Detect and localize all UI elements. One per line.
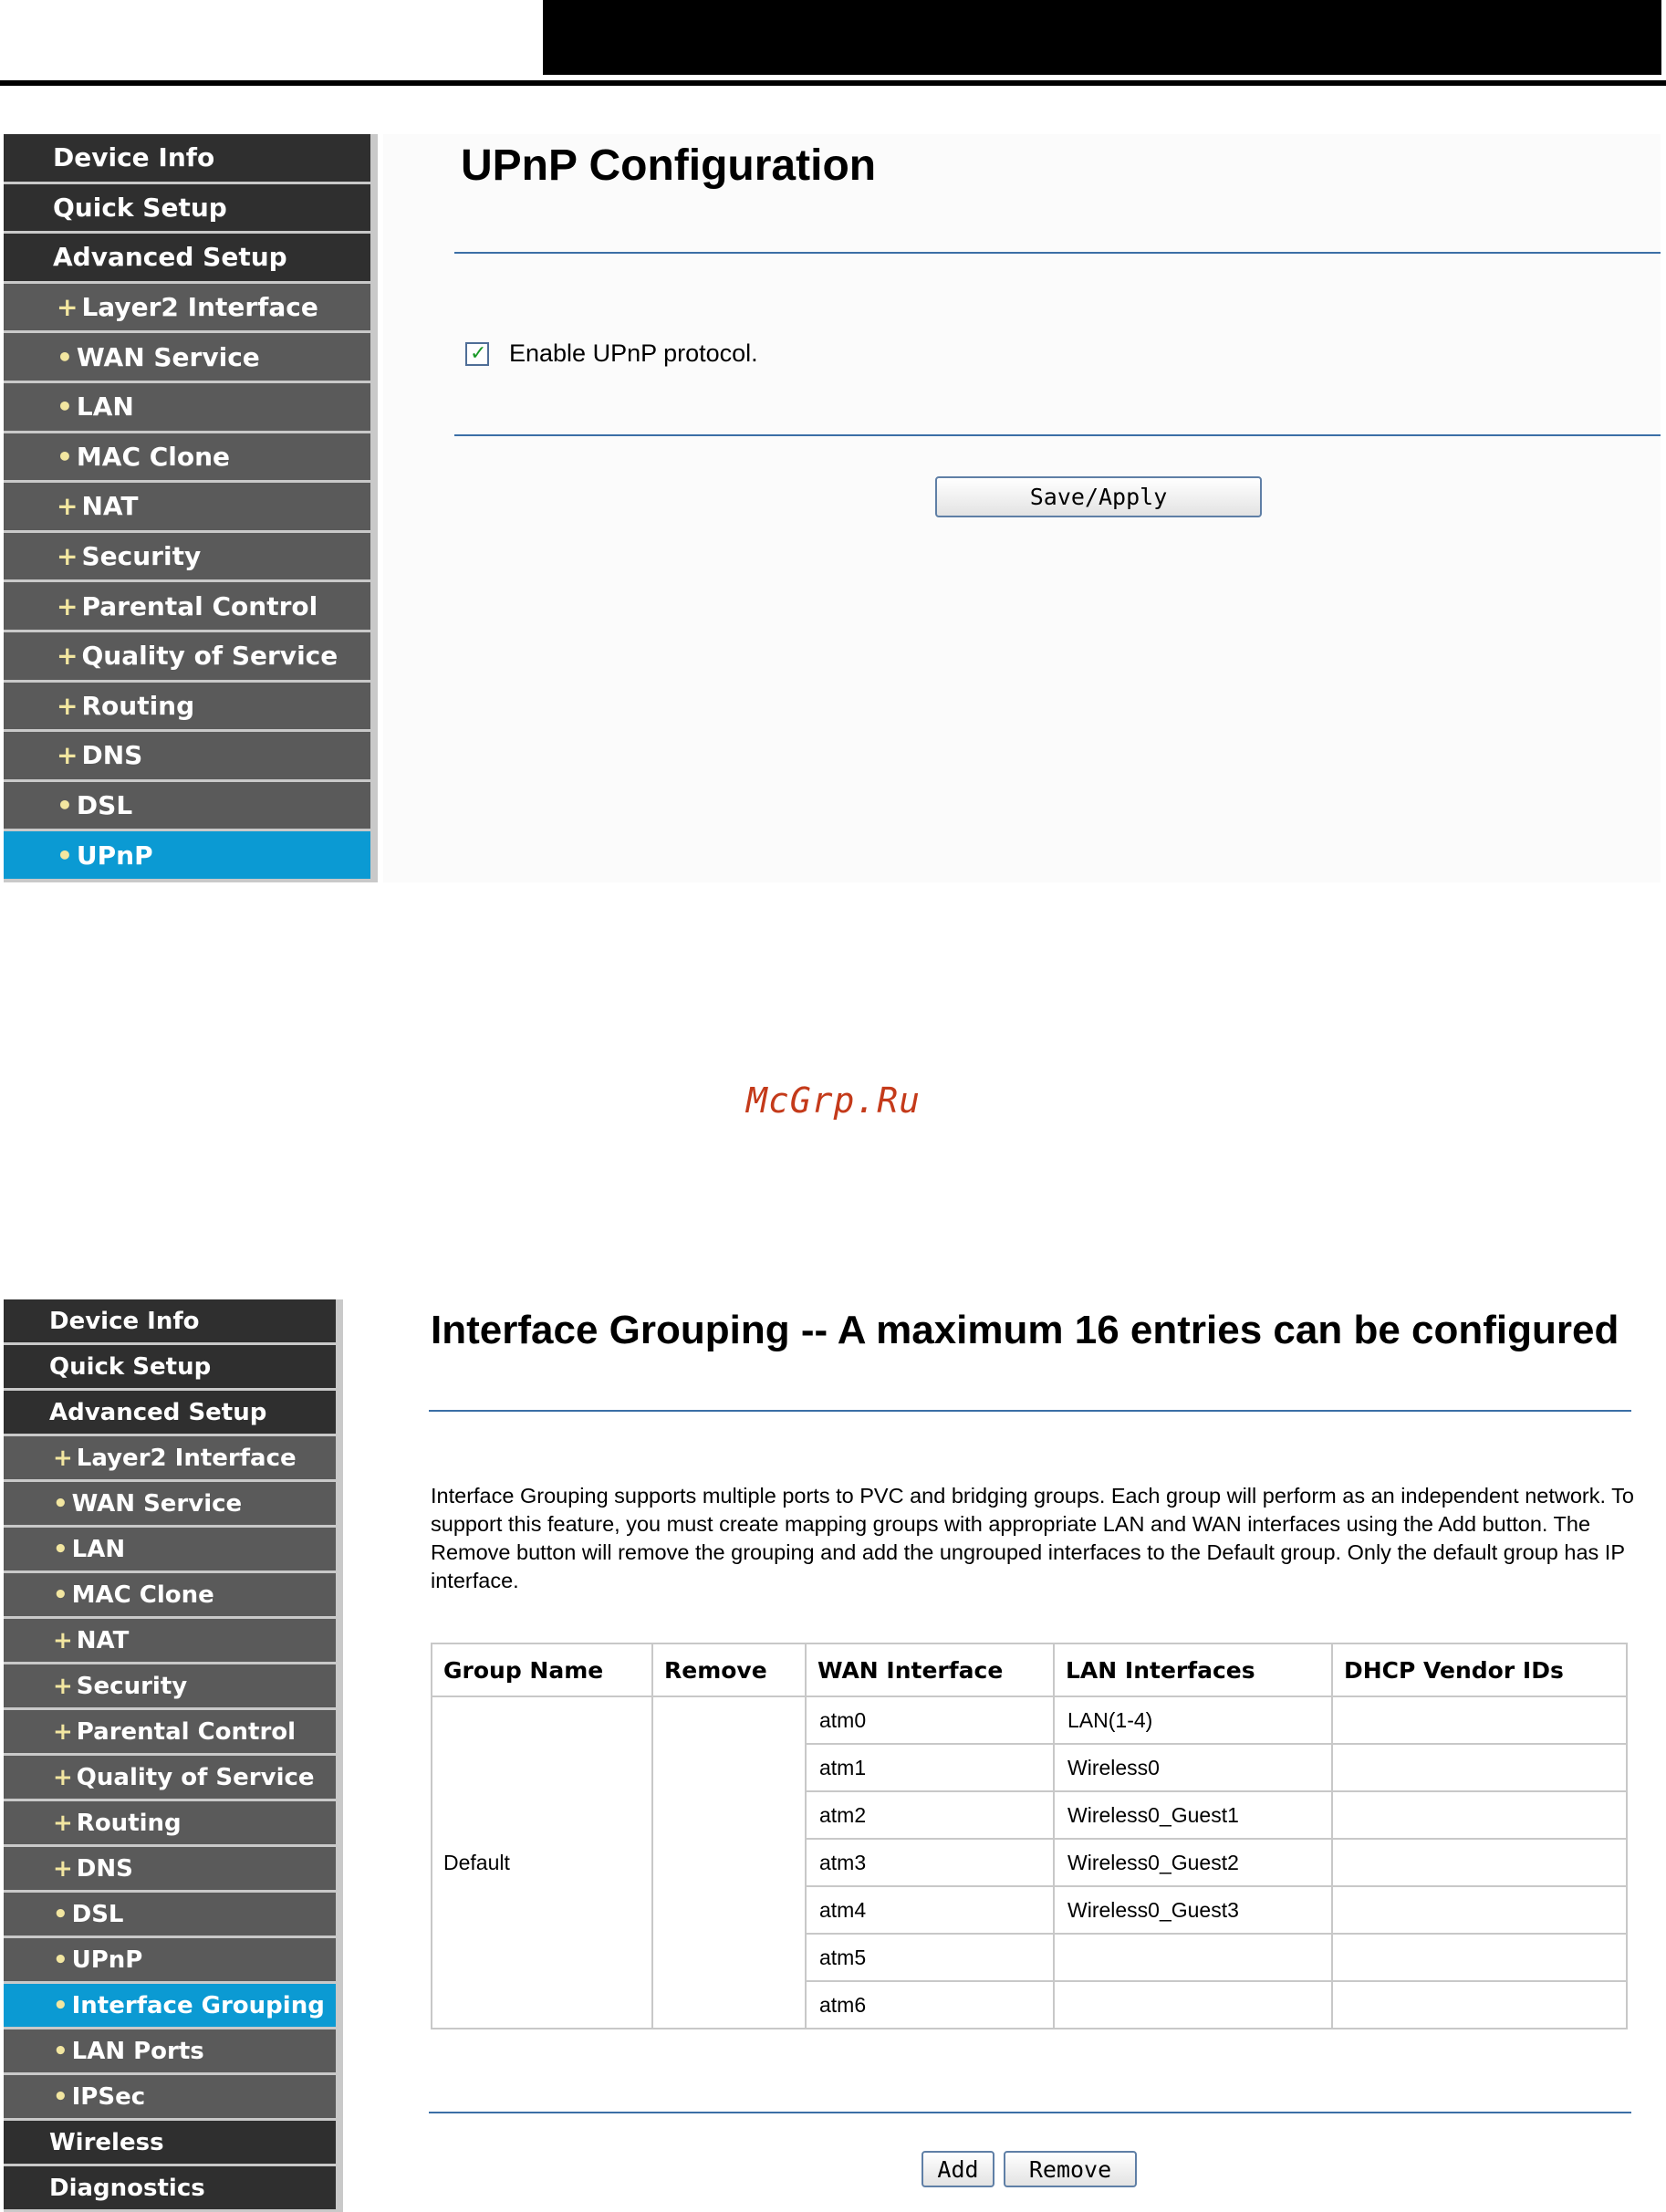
bullet-icon: • — [57, 790, 73, 821]
sidebar-item-mac-clone[interactable] — [4, 1573, 336, 1619]
bullet-icon: • — [53, 1946, 68, 1974]
sidebar-item-label: Device Info — [49, 1307, 200, 1335]
col-group-name: Group Name — [432, 1643, 652, 1696]
sidebar-item-wan-service[interactable] — [4, 1482, 336, 1528]
remove-cell — [652, 1696, 806, 2029]
lan-interfaces-cell: Wireless0 — [1054, 1744, 1332, 1791]
sidebar-item-upnp[interactable] — [4, 831, 370, 882]
bullet-icon: • — [53, 2037, 68, 2065]
sidebar-item-label: UPnP — [76, 840, 153, 871]
sidebar-item-dsl[interactable] — [4, 1893, 336, 1938]
expand-plus-icon: + — [53, 1717, 73, 1746]
table-row — [432, 1696, 1627, 1744]
page-title: Interface Grouping -- A maximum 16 entries can be configured — [431, 1308, 1619, 1352]
sidebar-item-label: Quick Setup — [49, 1352, 212, 1381]
sidebar-item-mac-clone[interactable] — [4, 433, 370, 484]
sidebar-item-label: NAT — [81, 491, 139, 522]
sidebar-item-dns[interactable] — [4, 732, 370, 782]
sidebar-item-label: Advanced Setup — [53, 242, 287, 273]
lan-interfaces-cell — [1054, 1934, 1332, 1981]
sidebar-item-label: Parental Control — [81, 590, 318, 621]
bullet-icon: • — [53, 1900, 68, 1928]
sidebar-menu-grouping — [4, 1299, 343, 2212]
col-wan-interface: WAN Interface — [806, 1643, 1054, 1696]
header-rule — [0, 80, 1666, 86]
sidebar-item-security[interactable] — [4, 533, 370, 583]
wan-interface-cell: atm1 — [806, 1744, 1054, 1791]
add-button[interactable]: Add — [922, 2151, 994, 2187]
sidebar-item-label: Advanced Setup — [49, 1398, 267, 1426]
check-icon: ✓ — [470, 341, 487, 365]
expand-plus-icon: + — [57, 491, 78, 522]
sidebar-menu-upnp — [4, 134, 378, 882]
sidebar-item-device-info[interactable] — [4, 134, 370, 184]
sidebar-item-parental-control[interactable] — [4, 1710, 336, 1756]
sidebar-item-wan-service[interactable] — [4, 333, 370, 383]
sidebar-item-label: LAN — [71, 1535, 126, 1563]
wan-interface-cell: atm2 — [806, 1791, 1054, 1839]
sidebar-item-quick-setup[interactable] — [4, 184, 370, 235]
bullet-icon: • — [53, 1581, 68, 1609]
expand-plus-icon: + — [57, 541, 78, 572]
sidebar-item-ipsec[interactable] — [4, 2075, 336, 2121]
interface-grouping-table — [431, 1643, 1628, 2029]
col-lan-interfaces: LAN Interfaces — [1054, 1643, 1332, 1696]
enable-upnp-label: Enable UPnP protocol. — [509, 339, 758, 367]
expand-plus-icon: + — [53, 1809, 73, 1837]
save-apply-button[interactable]: Save/Apply — [935, 476, 1262, 517]
bullet-icon: • — [57, 441, 73, 472]
sidebar-item-interface-grouping[interactable] — [4, 1984, 336, 2029]
divider — [429, 1410, 1631, 1412]
lan-interfaces-cell: Wireless0_Guest2 — [1054, 1839, 1332, 1886]
bullet-icon: • — [57, 391, 73, 423]
sidebar-item-label: NAT — [76, 1626, 130, 1654]
sidebar-item-lan-ports[interactable] — [4, 2029, 336, 2075]
dhcp-vendor-ids-cell — [1332, 1934, 1627, 1981]
sidebar-item-label: Security — [81, 541, 202, 572]
bullet-icon: • — [57, 341, 73, 372]
watermark: McGrp.Ru — [746, 1080, 922, 1121]
sidebar-item-label: MAC Clone — [71, 1581, 214, 1609]
lan-interfaces-cell: Wireless0_Guest3 — [1054, 1886, 1332, 1934]
dhcp-vendor-ids-cell — [1332, 1981, 1627, 2029]
wan-interface-cell: atm6 — [806, 1981, 1054, 2029]
lan-interfaces-cell — [1054, 1981, 1332, 2029]
enable-upnp-checkbox[interactable] — [465, 342, 489, 366]
divider — [454, 434, 1661, 436]
expand-plus-icon: + — [53, 1763, 73, 1791]
sidebar-item-advanced-setup[interactable] — [4, 234, 370, 284]
col-remove: Remove — [652, 1643, 806, 1696]
lan-interfaces-cell: Wireless0_Guest1 — [1054, 1791, 1332, 1839]
sidebar-item-device-info[interactable] — [4, 1299, 336, 1345]
sidebar-item-label: DNS — [76, 1854, 133, 1883]
sidebar-item-label: Wireless — [49, 2128, 164, 2156]
divider — [454, 252, 1661, 254]
sidebar-item-lan[interactable] — [4, 1528, 336, 1573]
sidebar-item-label: DSL — [71, 1900, 124, 1928]
remove-button[interactable]: Remove — [1004, 2151, 1137, 2187]
bullet-icon: • — [57, 840, 73, 871]
sidebar-item-nat[interactable] — [4, 483, 370, 533]
expand-plus-icon: + — [57, 292, 78, 323]
sidebar-item-label: MAC Clone — [76, 441, 231, 472]
sidebar-item-label: WAN Service — [71, 1489, 243, 1518]
wan-interface-cell: atm5 — [806, 1934, 1054, 1981]
sidebar-item-label: LAN Ports — [71, 2037, 204, 2065]
expand-plus-icon: + — [53, 1672, 73, 1700]
col-dhcp-vendor-ids: DHCP Vendor IDs — [1332, 1643, 1627, 1696]
sidebar-item-lan[interactable] — [4, 383, 370, 433]
sidebar-item-label: Diagnostics — [49, 2174, 205, 2202]
expand-plus-icon: + — [53, 1444, 73, 1472]
sidebar-item-label: Device Info — [53, 142, 215, 173]
sidebar-item-label: Quality of Service — [81, 641, 338, 672]
sidebar-item-label: UPnP — [71, 1946, 143, 1974]
sidebar-item-wireless[interactable] — [4, 2121, 336, 2166]
sidebar-item-upnp[interactable] — [4, 1938, 336, 1984]
expand-plus-icon: + — [57, 590, 78, 621]
dhcp-vendor-ids-cell — [1332, 1744, 1627, 1791]
sidebar-item-routing[interactable] — [4, 683, 370, 733]
wan-interface-cell: atm3 — [806, 1839, 1054, 1886]
sidebar-item-label: Routing — [81, 690, 195, 721]
dhcp-vendor-ids-cell — [1332, 1839, 1627, 1886]
sidebar-item-label: IPSec — [71, 2082, 146, 2111]
sidebar-item-label: DNS — [81, 740, 143, 771]
dhcp-vendor-ids-cell — [1332, 1696, 1627, 1744]
page-title: UPnP Configuration — [461, 141, 877, 190]
sidebar-item-label: Quality of Service — [76, 1763, 315, 1791]
sidebar-item-label: Security — [76, 1672, 188, 1700]
expand-plus-icon: + — [57, 740, 78, 771]
wan-interface-cell: atm0 — [806, 1696, 1054, 1744]
sidebar-item-security[interactable] — [4, 1664, 336, 1710]
sidebar-item-diagnostics[interactable] — [4, 2166, 336, 2212]
wan-interface-cell: atm4 — [806, 1886, 1054, 1934]
bullet-icon: • — [53, 1489, 68, 1518]
sidebar-item-quality-of-service[interactable] — [4, 1756, 336, 1801]
sidebar-item-label: Routing — [76, 1809, 182, 1837]
divider — [429, 2112, 1631, 2113]
sidebar-item-dns[interactable] — [4, 1847, 336, 1893]
header-bar — [543, 0, 1661, 75]
sidebar-item-quality-of-service[interactable] — [4, 632, 370, 683]
bullet-icon: • — [53, 1535, 68, 1563]
sidebar-item-label: Quick Setup — [53, 192, 227, 223]
expand-plus-icon: + — [57, 641, 78, 672]
sidebar-item-quick-setup[interactable] — [4, 1345, 336, 1391]
sidebar-item-dsl[interactable] — [4, 782, 370, 832]
sidebar-item-nat[interactable] — [4, 1619, 336, 1664]
bullet-icon: • — [53, 1991, 68, 2019]
bullet-icon: • — [53, 2082, 68, 2111]
sidebar-item-label: DSL — [76, 790, 133, 821]
grouping-description: Interface Grouping supports multiple ports to PVC and bridging groups. Each group will perform as an independent network. To support this feature, you must create mapping groups with appropriate LAN and WAN interfaces using the Add button. The Remove button will remove the grouping and add the ungrouped interfaces to the Default group. Only the default group has IP interface. — [431, 1484, 1634, 1592]
expand-plus-icon: + — [53, 1854, 73, 1883]
sidebar-item-layer2-interface[interactable] — [4, 1436, 336, 1482]
sidebar-item-routing[interactable] — [4, 1801, 336, 1847]
sidebar-item-label: LAN — [76, 391, 134, 423]
sidebar-item-label: Parental Control — [76, 1717, 297, 1746]
sidebar-item-parental-control[interactable] — [4, 582, 370, 632]
table-header-row — [432, 1643, 1627, 1696]
sidebar-item-advanced-setup[interactable] — [4, 1391, 336, 1436]
sidebar-item-label: Interface Grouping — [71, 1991, 325, 2019]
dhcp-vendor-ids-cell — [1332, 1791, 1627, 1839]
sidebar-item-label: Layer2 Interface — [76, 1444, 297, 1472]
enable-upnp-row — [465, 339, 758, 368]
expand-plus-icon: + — [57, 690, 78, 721]
sidebar-item-label: WAN Service — [76, 341, 260, 372]
sidebar-item-layer2-interface[interactable] — [4, 284, 370, 334]
expand-plus-icon: + — [53, 1626, 73, 1654]
dhcp-vendor-ids-cell — [1332, 1886, 1627, 1934]
sidebar-item-label: Layer2 Interface — [81, 292, 318, 323]
lan-interfaces-cell: LAN(1-4) — [1054, 1696, 1332, 1744]
group-name-cell: Default — [432, 1696, 652, 2029]
